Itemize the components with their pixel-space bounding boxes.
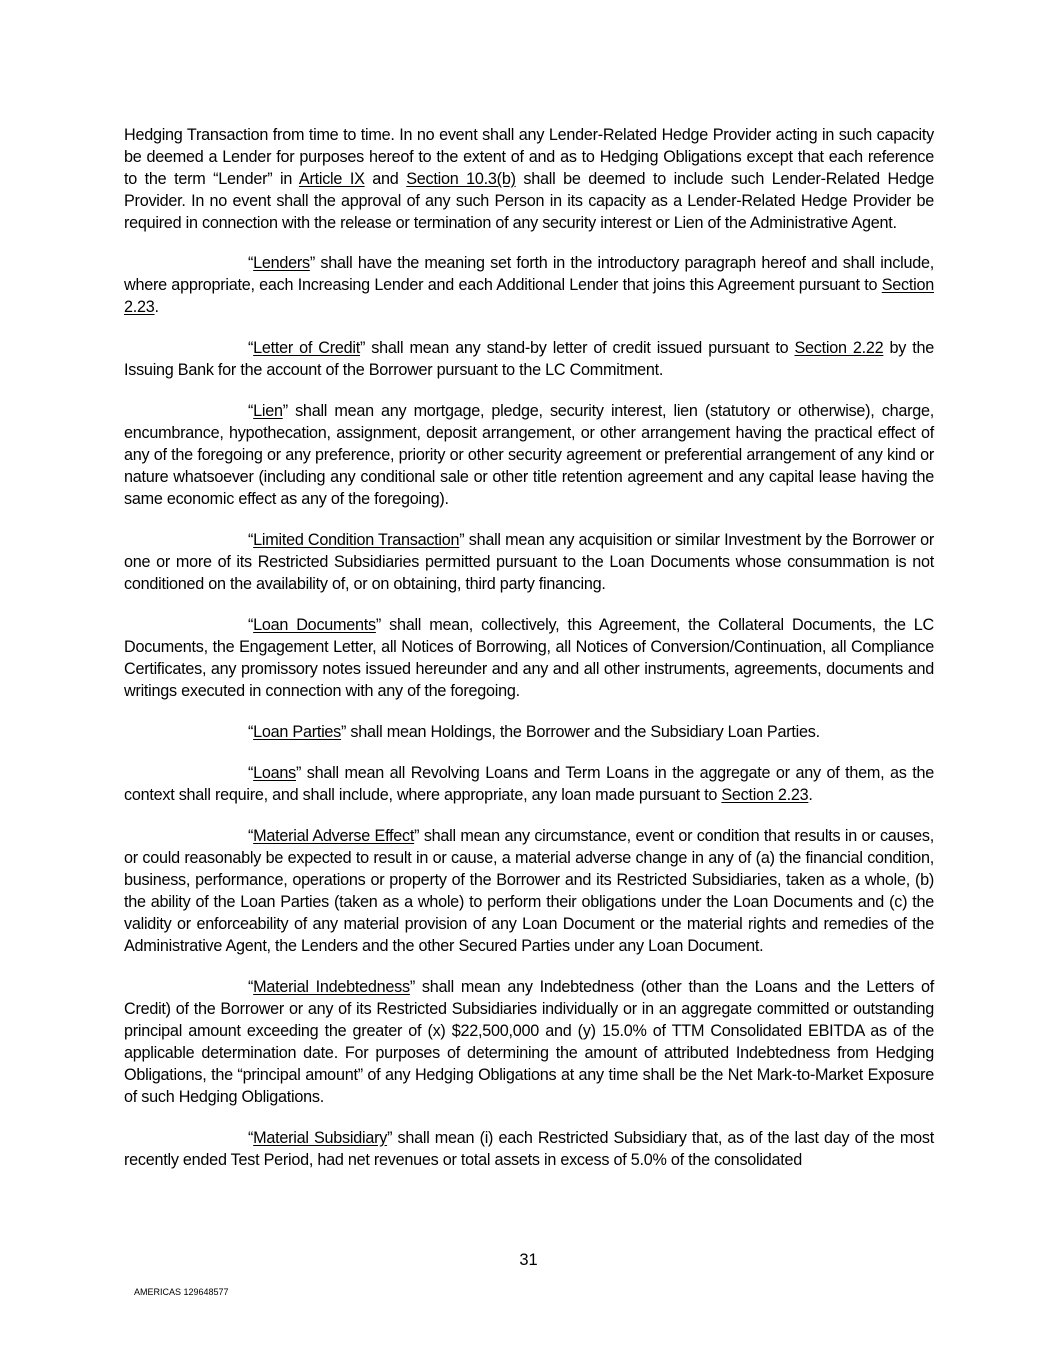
- defined-term: Loans: [253, 764, 296, 782]
- intro-text-1: Hedging Transaction from time to time. In no event shall any Lender-Related Hedge Provider acting in such capacity be deemed a Lender for purposes hereof to the extent of and as to Hedging Obligations except that each reference to the term “Lender” in: [124, 126, 934, 188]
- definition-loans: “Loans” shall mean all Revolving Loans and Term Loans in the aggregate or any of them, as the context shall require, and shall include, where appropriate, any loan made pursuant to Section 2.23.: [124, 764, 934, 804]
- section-10-3b-reference: Section 10.3(b): [406, 170, 516, 188]
- definition-text: ” shall mean any stand-by letter of credit issued pursuant to: [360, 339, 795, 357]
- page-number: 31: [519, 1251, 538, 1269]
- defined-term: Material Subsidiary: [253, 1129, 388, 1147]
- defined-term: Letter of Credit: [253, 339, 360, 357]
- definition-loan-parties: “Loan Parties” shall mean Holdings, the Borrower and the Subsidiary Loan Parties.: [248, 723, 820, 741]
- definition-text: ” shall mean all Revolving Loans and Term Loans in the aggregate or any of them, as the context shall require, and shall include, where appropriate, any loan made pursuant to: [124, 764, 934, 804]
- definition-text: ” shall mean any acquisition or similar Investment by the Borrower or one or more of its Restricted Subsidiaries permitted pursuant to the Loan Documents whose consummation is not conditioned on the availability of, or on obtaining, third party financing.: [124, 531, 934, 593]
- page-body: [124, 124, 934, 1190]
- definition-material-adverse-effect: “Material Adverse Effect” shall mean any circumstance, event or condition that results in or causes, or could reasonably be expected to result in or cause, a material adverse change in any of (a) the financial condition, business, performance, operations or property of the Borrower and its Restricted Subsidiaries, taken as a whole, (b) the ability of the Loan Parties (taken as a whole) to perform their obligations under the Loan Documents and (c) the validity or enforceability of any material provision of any Loan Document or the material rights and remedies of the Administrative Agent, the Lenders and the other Secured Parties under any Loan Document.: [124, 827, 935, 955]
- definition-material-subsidiary: “Material Subsidiary” shall mean (i) each Restricted Subsidiary that, as of the last day of the most recently ended Test Period, had net revenues or total assets in excess of 5.0% of the consolidated: [124, 1129, 935, 1169]
- definition-lenders: “Lenders” shall have the meaning set forth in the introductory paragraph hereof and shall include, where appropriate, each Increasing Lender and each Additional Lender that joins this Agreement pursuant to Section 2.23.: [124, 254, 934, 316]
- definition-text: ” shall mean (i) each Restricted Subsidiary that, as of the last day of the most recently ended Test Period, had net revenues or total assets in excess of 5.0% of the consolidated: [124, 1129, 935, 1169]
- definition-text: ” shall have the meaning set forth in the introductory paragraph hereof and shall include, where appropriate, each Increasing Lender and each Additional Lender that joins this Agreement pursuant to: [124, 254, 934, 294]
- article-ix-reference: Article IX: [298, 170, 365, 188]
- intro-text-3: shall be deemed to include such Lender-Related Hedge Provider. In no event shall the approval of any such Person in its capacity as a Lender-Related Hedge Provider be required in connection with the release or termination of any security interest or Lien of the Administrative Agent.: [124, 170, 934, 232]
- definition-limited-condition-transaction: “Limited Condition Transaction” shall mean any acquisition or similar Investment by the Borrower or one or more of its Restricted Subsidiaries permitted pursuant to the Loan Documents whose consummation is not conditioned on the availability of, or on obtaining, third party financing.: [124, 531, 934, 593]
- defined-term: Loan Documents: [253, 616, 376, 634]
- definition-lien: “Lien” shall mean any mortgage, pledge, security interest, lien (statutory or otherwise), charge, encumbrance, hypothecation, assignment, deposit arrangement, or other arrangement having the practical effect of any of the foregoing or any preference, priority or other security agreement or preferential arrangement of any kind or nature whatsoever (including any conditional sale or other title retention agreement and any capital lease having the same economic effect as any of the foregoing).: [124, 402, 934, 508]
- defined-term: Material Indebtedness: [253, 978, 410, 996]
- defined-term: Limited Condition Transaction: [253, 531, 460, 549]
- definition-letter-of-credit: “Letter of Credit” shall mean any stand-by letter of credit issued pursuant to Section 2.22 by the Issuing Bank for the account of the Borrower pursuant to the LC Commitment.: [124, 339, 934, 379]
- definition-material-indebtedness: “Material Indebtedness” shall mean any Indebtedness (other than the Loans and the Letters of Credit) of the Borrower or any of its Restricted Subsidiaries individually or in an aggregate committed or outstanding principal amount exceeding the greater of (x) $22,500,000 and (y) 15.0% of TTM Consolidated EBITDA as of the applicable determination date. For purposes of determining the amount of attributed Indebtedness from Hedging Obligations, the “principal amount” of any Hedging Obligations at any time shall be the Net Mark-to-Market Exposure of such Hedging Obligations.: [124, 978, 934, 1106]
- definition-text-end: by the Issuing Bank for the account of the Borrower pursuant to the LC Commitment.: [124, 339, 934, 379]
- defined-term: Lenders: [253, 254, 310, 272]
- defined-term: Material Adverse Effect: [253, 827, 415, 845]
- intro-paragraph: [124, 124, 934, 234]
- definition-text: ” shall mean Holdings, the Borrower and the Subsidiary Loan Parties.: [341, 723, 820, 741]
- document-id-footer: AMERICAS 129648577: [134, 1287, 229, 1297]
- definition-text-end: .: [154, 298, 159, 316]
- section-reference: Section 2.22: [794, 339, 884, 357]
- defined-term: Loan Parties: [253, 723, 342, 741]
- definition-text: ” shall mean, collectively, this Agreement, the Collateral Documents, the LC Documents, the Engagement Letter, all Notices of Borrowing, all Notices of Conversion/Continuation, all Compliance Certificates, any promissory notes issued hereunder and any and all other instruments, agreements, documents and writings executed in connection with any of the foregoing.: [124, 616, 934, 700]
- section-reference: Section 2.23: [124, 276, 934, 316]
- definition-loan-documents: “Loan Documents” shall mean, collectively, this Agreement, the Collateral Documents, the LC Documents, the Engagement Letter, all Notices of Borrowing, all Notices of Conversion/Continuation, all Compliance Certificates, any promissory notes issued hereunder and any and all other instruments, agreements, documents and writings executed in connection with any of the foregoing.: [124, 616, 934, 700]
- intro-text-2: and: [364, 170, 407, 188]
- definition-text: ” shall mean any mortgage, pledge, security interest, lien (statutory or otherwise), charge, encumbrance, hypothecation, assignment, deposit arrangement, or other arrangement having the practical effect of any of the foregoing or any preference, priority or other security agreement or preferential arrangement of any kind or nature whatsoever (including any conditional sale or other title retention agreement and any capital lease having the same economic effect as any of the foregoing).: [124, 402, 934, 508]
- definition-text: ” shall mean any Indebtedness (other than the Loans and the Letters of Credit) of the Borrower or any of its Restricted Subsidiaries individually or in an aggregate committed or outstanding principal amount exceeding the greater of (x) $22,500,000 and (y) 15.0% of TTM Consolidated EBITDA as of the applicable determination date. For purposes of determining the amount of attributed Indebtedness from Hedging Obligations, the “principal amount” of any Hedging Obligations at any time shall be the Net Mark-to-Market Exposure of such Hedging Obligations.: [124, 978, 934, 1106]
- defined-term: Lien: [253, 402, 283, 420]
- definition-text: ” shall mean any circumstance, event or condition that results in or causes, or could reasonably be expected to result in or cause, a material adverse change in any of (a) the financial condition, business, performance, operations or property of the Borrower and its Restricted Subsidiaries, taken as a whole, (b) the ability of the Loan Parties (taken as a whole) to perform their obligations under the Loan Documents and (c) the validity or enforceability of any material provision of any Loan Document or the material rights and remedies of the Administrative Agent, the Lenders and the other Secured Parties under any Loan Document.: [124, 827, 935, 955]
- definition-text-end: .: [808, 786, 813, 804]
- section-reference: Section 2.23: [721, 786, 809, 804]
